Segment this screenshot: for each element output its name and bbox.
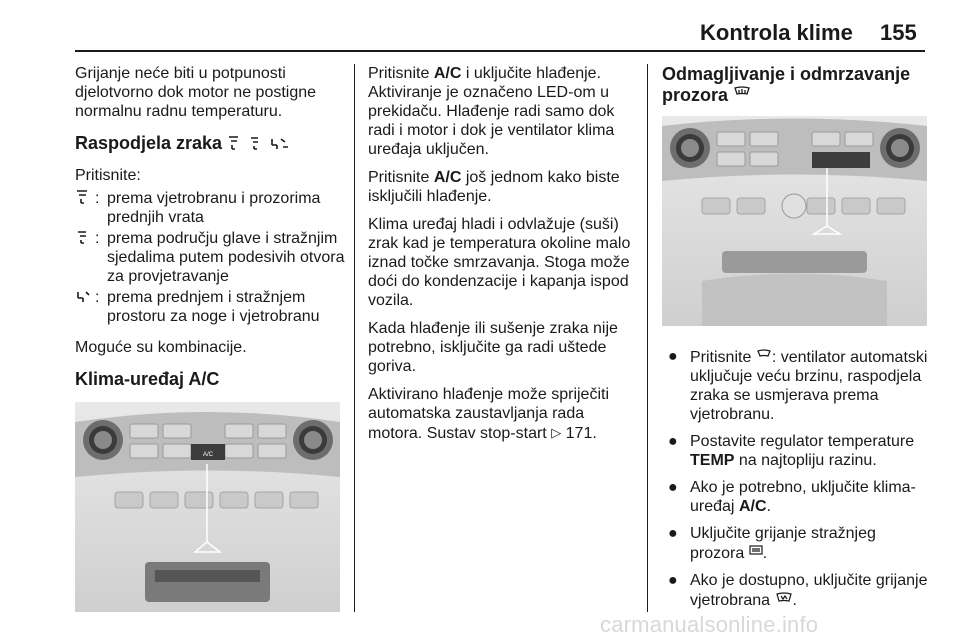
air-distribution-icons — [227, 135, 291, 151]
rear-window-heating-icon — [749, 543, 763, 562]
climate-panel-photo-defrost — [662, 116, 927, 331]
page-number: 155 — [880, 20, 917, 45]
column-divider-2 — [647, 64, 648, 612]
column-divider-1 — [354, 64, 355, 612]
ac-paragraph-4: Kada hlađenje ili sušenje zraka nije potrebno, isključite ga radi uštede goriva. — [368, 320, 618, 375]
ac-paragraph-2: Pritisnite A/C još jednom kako biste isključili hlađenje. — [368, 169, 620, 205]
front-defrost-icon — [733, 85, 751, 106]
list-item: ● Ako je dostupno, uključite grijanje vjetrobrana . — [668, 572, 928, 609]
page-reference-link[interactable]: 171. — [565, 425, 597, 442]
combinations-note: Moguće su kombinacije. — [75, 339, 247, 356]
ac-heading: Klima-uređaj A/C — [75, 369, 220, 389]
column-1 — [75, 64, 345, 617]
column-2 — [368, 64, 636, 452]
watermark: carmanualsonline.info — [600, 612, 819, 637]
ac-paragraph-3: Klima uređaj hladi i odvlažuje (suši) zrak kad je temperatura okoline malo iznad točke smrzavanja. Stoga može doći do kondenzacije i kapanja ispod vozila. — [368, 216, 631, 309]
intro-paragraph: Grijanje neće biti u potpunosti djelotvorno dok motor ne postigne normalnu radnu temperaturu. — [75, 65, 317, 120]
head-vent-icon — [75, 229, 95, 286]
page-reference-icon: ▷ — [551, 425, 562, 440]
header-divider — [75, 50, 925, 52]
list-item: ● Ako je potrebno, uključite klima-uređaj A/C. — [668, 479, 916, 515]
ac-paragraph-1: Pritisnite A/C i uključite hlađenje. Aktiviranje je označeno LED-om u prekidaču. Hlađenje radi samo dok radi i motor i dok je ventilator klima uređaja uključen. — [368, 65, 615, 158]
foot-vent-icon — [75, 288, 95, 326]
list-item: : prema vjetrobranu i prozorima prednjih vrata — [75, 189, 345, 227]
list-item: ● Uključite grijanje stražnjeg prozora . — [668, 525, 876, 562]
press-label: Pritisnite: — [75, 167, 141, 184]
ac-paragraph-5: Aktivirano hlađenje može spriječiti automatska zaustavljanja rada motora. Sustav stop-start ▷ 171. — [368, 386, 609, 442]
svg-text:A/C: A/C — [202, 452, 214, 458]
air-distribution-heading: Raspodjela zraka — [75, 133, 345, 154]
column-3 — [662, 64, 928, 618]
defog-heading: Odmagljivanje i odmrzavanje prozora — [662, 64, 911, 105]
page-title: Kontrola klime — [700, 20, 853, 45]
list-item: ● Postavite regulator temperature TEMP na najtopliju razinu. — [668, 433, 915, 469]
climate-panel-photo-ac — [75, 402, 340, 617]
windscreen-vent-icon — [75, 189, 95, 227]
list-item: : prema području glave i stražnjim sjedalima putem podesivih otvora za provjetravanje — [75, 229, 345, 286]
list-item: : prema prednjem i stražnjem prostoru za noge i vjetrobranu — [75, 288, 345, 326]
front-defrost-icon — [756, 347, 772, 366]
list-item: ● Pritisnite : ventilator automatski uključuje veću brzinu, raspodjela zraka se usmjerava prema vjetrobranu. — [668, 348, 928, 423]
windscreen-heating-icon — [775, 590, 793, 609]
